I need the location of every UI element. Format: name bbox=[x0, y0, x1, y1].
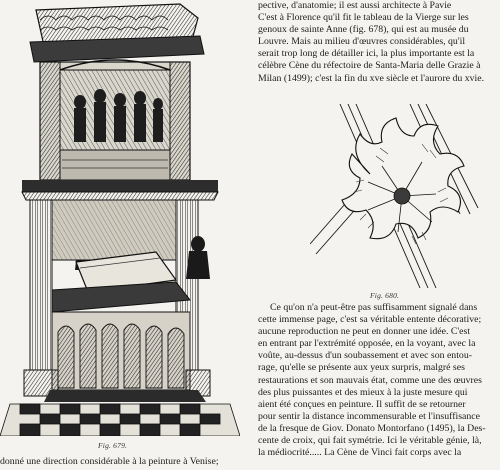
text-line: C'est à Florence qu'il fit le tableau de la Vierge sur les bbox=[258, 12, 469, 24]
figure-679-caption: Fig. 679. bbox=[98, 441, 128, 450]
text-line: de la fresque de Giov. Donato Montorfano (1495), la Des- bbox=[258, 422, 486, 434]
figure-680-illustration bbox=[310, 104, 480, 288]
text-line: des plus puissantes et des mieux à la juste mesure qui bbox=[258, 386, 468, 398]
text-line: cente de croix, qui fait symétrie. Ici le véritable génie, là, bbox=[258, 435, 482, 447]
text-line: serait trop long de détailler ici, la plus importante est la bbox=[258, 48, 475, 60]
text-line: voûte, au-dessus d'un soubassement et avec son entou- bbox=[258, 350, 472, 362]
right-column-top-paragraph bbox=[258, 0, 500, 85]
figure-680-caption: Fig. 680. bbox=[370, 291, 400, 300]
text-line: cette immense page, c'est sa véritable entente décorative; bbox=[258, 314, 482, 326]
text-line: restaurations et son mauvais état, comme une des œuvres bbox=[258, 374, 482, 386]
text-line: rage, qu'elle se présente aux yeux surpris, malgré ses bbox=[258, 362, 465, 374]
text-line: la médiocrité..... La Cène de Vinci fait corps avec la bbox=[258, 447, 462, 459]
text-line: pective, d'anatomie; il est aussi architecte à Pavie bbox=[258, 0, 452, 11]
text-line: en entrant par l'extrémité opposée, en la voyant, avec la bbox=[258, 338, 476, 350]
text-line: célèbre Cène du réfectoire de Santa-Maria delle Grazie à bbox=[258, 60, 481, 72]
text-line: Ce qu'on n'a peut-être pas suffisamment signalé dans bbox=[270, 302, 478, 313]
text-line: genoux de sainte Anne (fig. 678), qui est au musée du bbox=[258, 24, 469, 36]
text-line: Louvre. Mais au milieu d'œuvres considérables, qu'il bbox=[258, 36, 466, 48]
figure-679-illustration bbox=[0, 0, 240, 436]
text-line: pour sentir la distance incommensurable et l'insuffisance bbox=[258, 410, 480, 422]
left-column-text-line: donné une direction considérable à la peinture à Venise; bbox=[0, 456, 219, 467]
text-line: Milan (1499); c'est la fin du xve siècle et l'aurore du xvie. bbox=[258, 72, 485, 84]
text-line: aient été conçues en peinture. Il suffit de se retourner bbox=[258, 398, 466, 410]
text-line: aucune reproduction ne peut en donner une idée. C'est bbox=[258, 326, 471, 338]
right-column-bottom-paragraph bbox=[258, 302, 500, 459]
